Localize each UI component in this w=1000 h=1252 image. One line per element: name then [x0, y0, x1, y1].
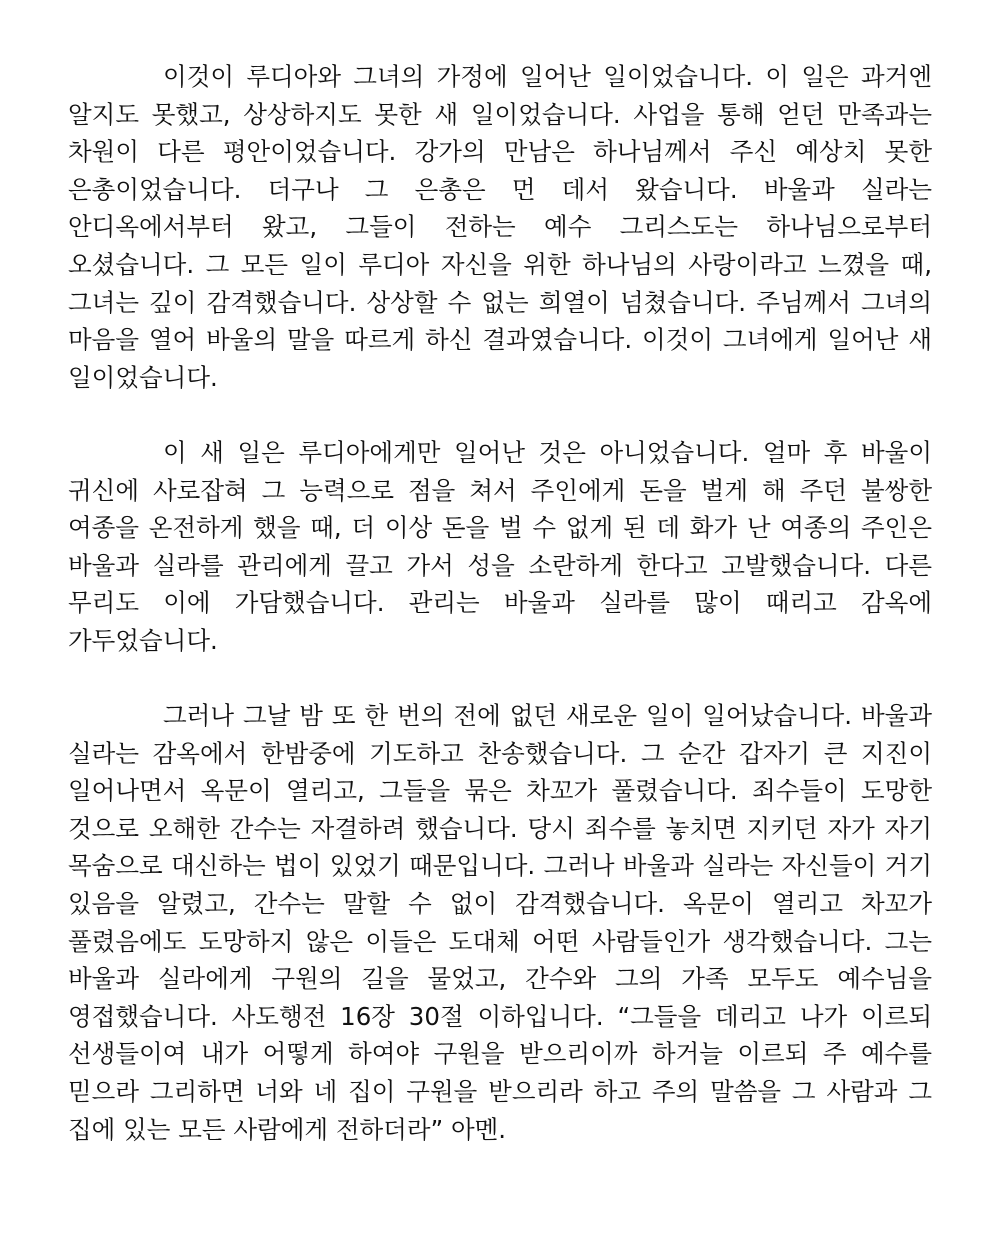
paragraph-slave-girl-prison: 이 새 일은 루디아에게만 일어난 것은 아니었습니다. 얼마 후 바울이 귀신에 사로잡혀 그 능력으로 점을 쳐서 주인에게 돈을 벌게 해 주던 불쌍한 여종을 온전하게 했을 때, 더 이상 돈을 벌 수 없게 된 데 화가 난 여종의 주인은 바울과 실라를 관리에게 끌고 가서 성을 소란하게 한다고 고발했습니다. 다른 무리도 이에 가담했습니다. 관리는 바울과 실라를 많이 때리고 감옥에 가두었습니다. — [68, 437, 932, 655]
paragraph-jailer-salvation: 그러나 그날 밤 또 한 번의 전에 없던 새로운 일이 일어났습니다. 바울과 실라는 감옥에서 한밤중에 기도하고 찬송했습니다. 그 순간 갑자기 큰 지진이 일어나면서 옥문이 열리고, 그들을 묶은 차꼬가 풀렸습니다. 죄수들이 도망한 것으로 오해한 간수는 자결하려 했습니다. 당시 죄수를 놓치면 지키던 자가 자기 목숨으로 대신하는 법이 있었기 때문입니다. 그러나 바울과 실라는 자신들이 거기 있음을 알렸고, 간수는 말할 수 없이 감격했습니다. 옥문이 열리고 차꼬가 풀렸음에도 도망하지 않은 이들은 도대체 어떤 사람들인가 생각했습니다. 그는 바울과 실라에게 구원의 길을 물었고, 간수와 그의 가족 모두도 예수님을 영접했습니다. 사도행전 16장 30절 이하입니다. “그들을 데리고 나가 이르되 선생들이여 내가 어떻게 하여야 구원을 받으리이까 하거늘 이르되 주 예수를 믿으라 그리하면 너와 네 집이 구원을 받으리라 하고 주의 말씀을 그 사람과 그 집에 있는 모든 사람에게 전하더라” 아멘. — [68, 701, 932, 1144]
paragraph-lydia-new-work: 이것이 루디아와 그녀의 가정에 일어난 일이었습니다. 이 일은 과거엔 알지도 못했고, 상상하지도 못한 새 일이었습니다. 사업을 통해 얻던 만족과는 차원이 다른 평안이었습니다. 강가의 만남은 하나님께서 주신 예상치 못한 은총이었습니다. 더구나 그 은총은 먼 데서 왔습니다. 바울과 실라는 안디옥에서부터 왔고, 그들이 전하는 예수 그리스도는 하나님으로부터 오셨습니다. 그 모든 일이 루디아 자신을 위한 하나님의 사랑이라고 느꼈을 때, 그녀는 깊이 감격했습니다. 상상할 수 없는 희열이 넘쳤습니다. 주님께서 그녀의 마음을 열어 바울의 말을 따르게 하신 결과였습니다. 이것이 그녀에게 일어난 새 일이었습니다. — [68, 62, 932, 392]
document-page — [68, 58, 932, 1148]
